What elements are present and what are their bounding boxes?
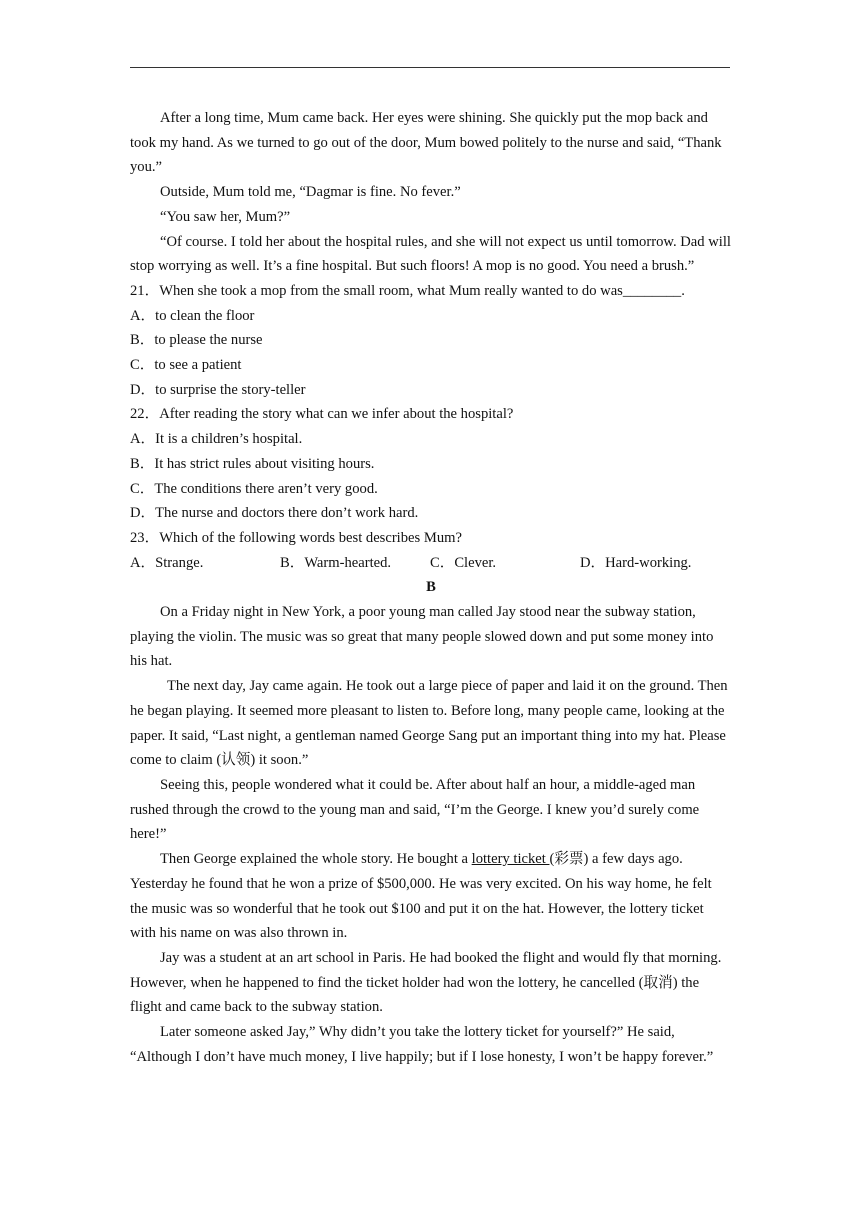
question-21-stem: 21．When she took a mop from the small room, what Mum really wanted to do was________. bbox=[130, 282, 685, 299]
passage-b-paragraph-6: Later someone asked Jay,” Why didn’t you take the lottery ticket for yourself?” He said, “Although I don’t have much money, I live happily; but if I lose honesty, I won’t be happy forever.” bbox=[130, 1024, 714, 1065]
document-body bbox=[130, 106, 732, 1069]
question-22-option-a: A．It is a children’s hospital. bbox=[130, 431, 303, 448]
question-23-option-b: B．Warm-hearted. bbox=[280, 554, 392, 571]
passage-a-paragraph-3: “You saw her, Mum?” bbox=[160, 208, 291, 225]
question-22-option-c: C．The conditions there aren’t very good. bbox=[130, 480, 378, 497]
question-23-options bbox=[130, 551, 732, 576]
passage-b-paragraph-4 bbox=[130, 847, 732, 946]
question-21-option-a: A．to clean the floor bbox=[130, 307, 255, 324]
paragraph-4-text-before: Then George explained the whole story. He bought a bbox=[160, 851, 472, 868]
passage-b-paragraph-1: On a Friday night in New York, a poor young man called Jay stood near the subway station, playing the violin. The music was so great that many people slowed down and put some money into his hat. bbox=[130, 604, 714, 670]
question-22-option-d: D．The nurse and doctors there don’t work hard. bbox=[130, 505, 419, 522]
passage-a-paragraph-4: “Of course. I told her about the hospital rules, and she will not expect us until tomorrow. Dad will stop worrying as well. It’s a fine hospital. But such floors! A mop is no good. You need a brush.” bbox=[130, 233, 731, 275]
question-23-option-d: D．Hard-working. bbox=[580, 554, 692, 571]
question-21-option-b: B．to please the nurse bbox=[130, 332, 263, 349]
paragraph-4-text-after: (彩票) a few days ago. Yesterday he found that he won a prize of $500,000. He was very excited. On his way home, he felt the music was so wonderful that he took out $100 and put it on the hat. However, the lottery ticket with his name on was also thrown in. bbox=[130, 851, 712, 942]
question-23-stem: 23．Which of the following words best describes Mum? bbox=[130, 529, 462, 546]
header-rule bbox=[130, 67, 730, 68]
passage-b-paragraph-5: Jay was a student at an art school in Paris. He had booked the flight and would fly that morning. However, when he happened to find the ticket holder had won the lottery, he cancelled (取消) the flight and came back to the subway station. bbox=[130, 949, 722, 1016]
question-21-option-d: D．to surprise the story-teller bbox=[130, 381, 306, 398]
question-23-option-c: C．Clever. bbox=[430, 554, 497, 571]
passage-b-heading: B bbox=[426, 579, 436, 596]
question-22-stem: 22．After reading the story what can we infer about the hospital? bbox=[130, 406, 514, 423]
passage-a-paragraph-1: After a long time, Mum came back. Her eyes were shining. She quickly put the mop back and took my hand. As we turned to go out of the door, Mum bowed politely to the nurse and said, “Thank you.” bbox=[130, 110, 722, 176]
question-22-option-b: B．It has strict rules about visiting hours. bbox=[130, 455, 375, 472]
underlined-term-lottery-ticket: lottery ticket bbox=[471, 851, 550, 868]
passage-a-paragraph-2: Outside, Mum told me, “Dagmar is fine. No fever.” bbox=[160, 184, 461, 201]
passage-b-paragraph-2: The next day, Jay came again. He took out a large piece of paper and laid it on the ground. Then he began playing. It seemed more pleasant to listen to. Before long, many people came, looking at the paper. It said, “Last night, a gentleman named George Sang put an important thing into my hat. Please come to claim (认领) it soon.” bbox=[130, 678, 728, 769]
passage-b-paragraph-3: Seeing this, people wondered what it could be. After about half an hour, a middle-aged man rushed through the crowd to the young man and said, “I’m the George. I knew you’d surely come here!” bbox=[130, 776, 700, 843]
question-23-option-a: A．Strange. bbox=[130, 554, 204, 571]
question-21-option-c: C．to see a patient bbox=[130, 357, 242, 374]
